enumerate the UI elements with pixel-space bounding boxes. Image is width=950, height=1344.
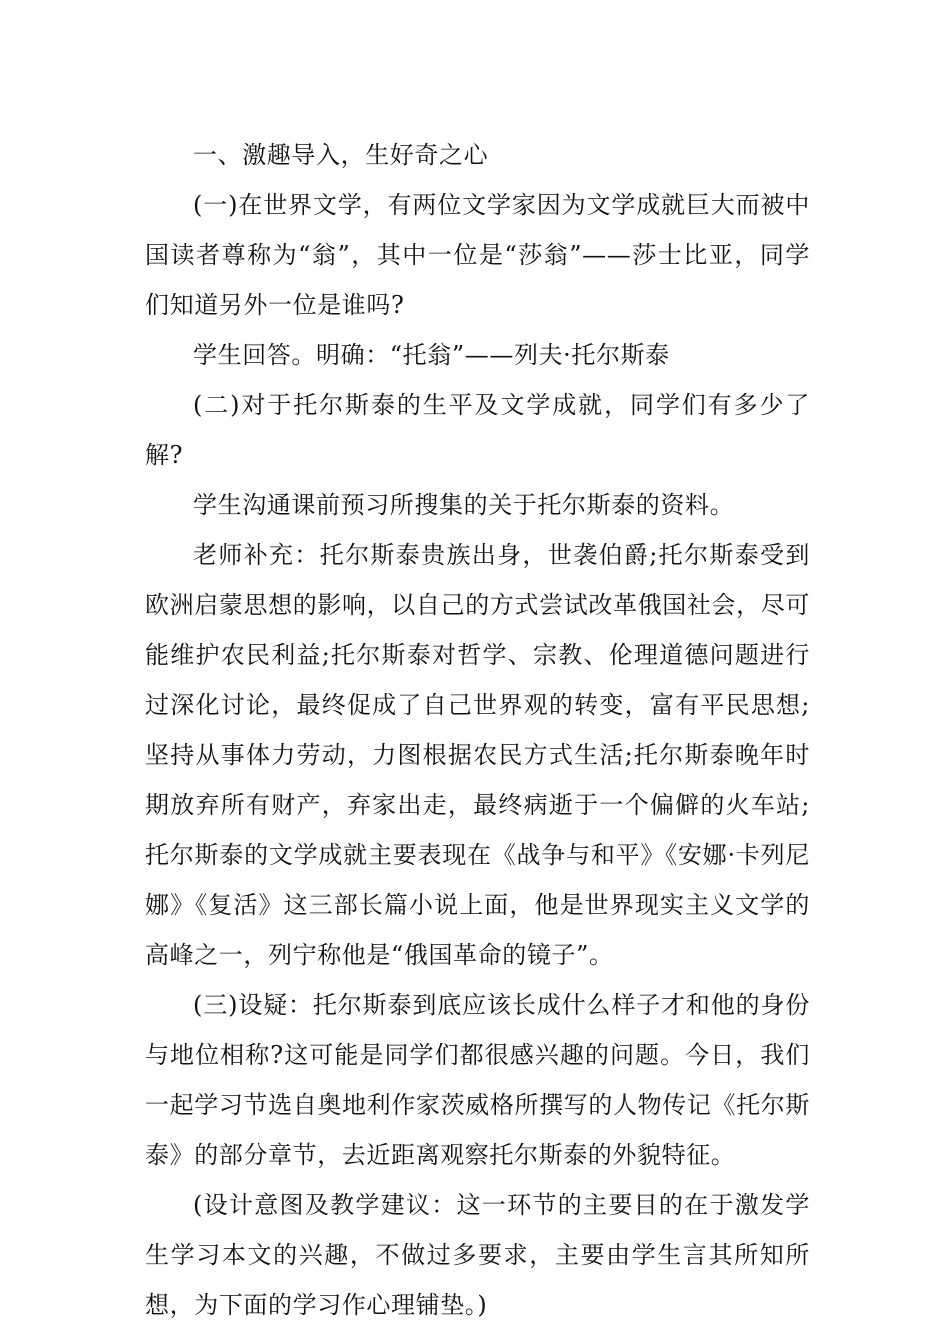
paragraph-question-one: (一)在世界文学，有两位文学家因为文学成就巨大而被中国读者尊称为“翁”，其中一位是“莎翁”——莎士比亚，同学们知道另外一位是谁吗? xyxy=(145,191,810,319)
paragraph-teacher-supplement: 老师补充：托尔斯泰贵族出身，世袭伯爵;托尔斯泰受到欧洲启蒙思想的影响，以自己的方式尝试改革俄国社会，尽可能维护农民利益;托尔斯泰对哲学、宗教、伦理道德问题进行过深化讨论，最终促成了自己世界观的转变，富有平民思想;坚持从事体力劳动，力图根据农民方式生活;托尔斯泰晚年时期放弃所有财产，弃家出走，最终病逝于一个偏僻的火车站;托尔斯泰的文学成就主要表现在《战争与和平》《安娜·卡列尼娜》《复活》这三部长篇小说上面，他是世界现实主义文学的高峰之一，列宁称他是“俄国革命的镜子”。 xyxy=(145,541,810,969)
paragraph-student-materials: 学生沟通课前预习所搜集的关于托尔斯泰的资料。 xyxy=(193,491,735,519)
paragraph-student-answer: 学生回答。明确：“托翁”——列夫·托尔斯泰 xyxy=(193,341,670,369)
paragraph-question-two: (二)对于托尔斯泰的生平及文学成就，同学们有多少了解? xyxy=(145,391,810,469)
section-heading: 一、激趣导入，生好奇之心 xyxy=(193,141,489,169)
paragraph-question-three: (三)设疑：托尔斯泰到底应该长成什么样子才和他的身份与地位相称?这可能是同学们都很感兴趣的问题。今日，我们一起学习节选自奥地利作家茨威格所撰写的人物传记《托尔斯泰》的部分章节，去近距离观察托尔斯泰的外貌特征。 xyxy=(145,991,810,1169)
document-body xyxy=(145,130,810,1330)
paragraph-design-intent: (设计意图及教学建议：这一环节的主要目的在于激发学生学习本文的兴趣，不做过多要求，主要由学生言其所知所想，为下面的学习作心理铺垫。) xyxy=(145,1191,810,1319)
